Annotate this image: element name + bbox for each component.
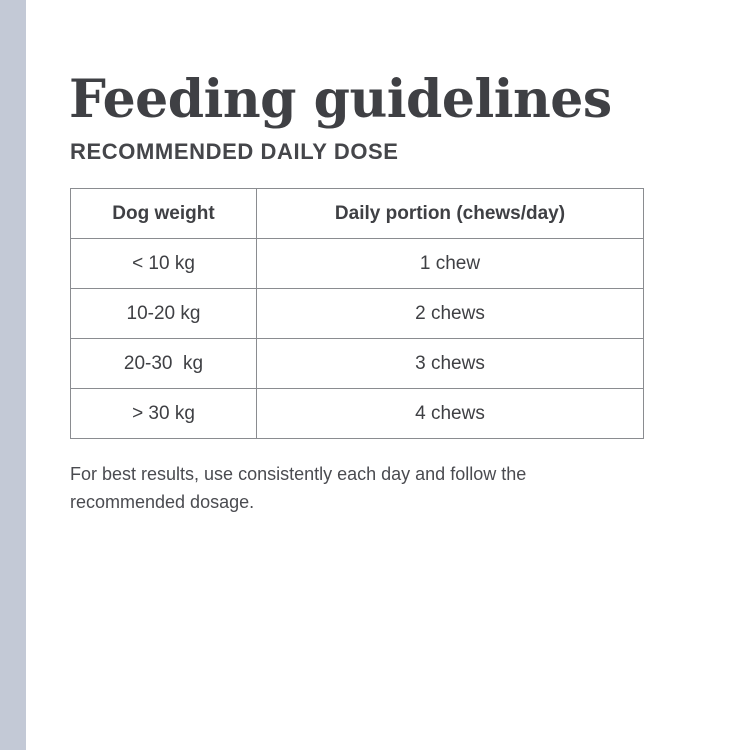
table-row: [71, 339, 644, 389]
dosage-table: [70, 188, 644, 439]
daily-portion-cell: 1 chew: [257, 239, 644, 289]
table-header-row: [71, 189, 644, 239]
column-header-daily-portion: Daily portion (chews/day): [257, 189, 644, 239]
page-title: Feeding guidelines: [69, 69, 612, 130]
page-subtitle: RECOMMENDED DAILY DOSE: [70, 139, 399, 164]
daily-portion-cell: 4 chews: [257, 389, 644, 439]
table-row: [71, 239, 644, 289]
dog-weight-cell: < 10 kg: [71, 239, 257, 289]
dog-weight-cell: > 30 kg: [71, 389, 257, 439]
daily-portion-cell: 3 chews: [257, 339, 644, 389]
table-row: [71, 389, 644, 439]
column-header-dog-weight: Dog weight: [71, 189, 257, 239]
side-accent-bar: [0, 0, 26, 750]
table-row: [71, 289, 644, 339]
daily-portion-cell: 2 chews: [257, 289, 644, 339]
dog-weight-cell: 20-30 kg: [71, 339, 257, 389]
usage-note: For best results, use consistently each day and follow the recommended dosage.: [70, 464, 527, 512]
dog-weight-cell: 10-20 kg: [71, 289, 257, 339]
